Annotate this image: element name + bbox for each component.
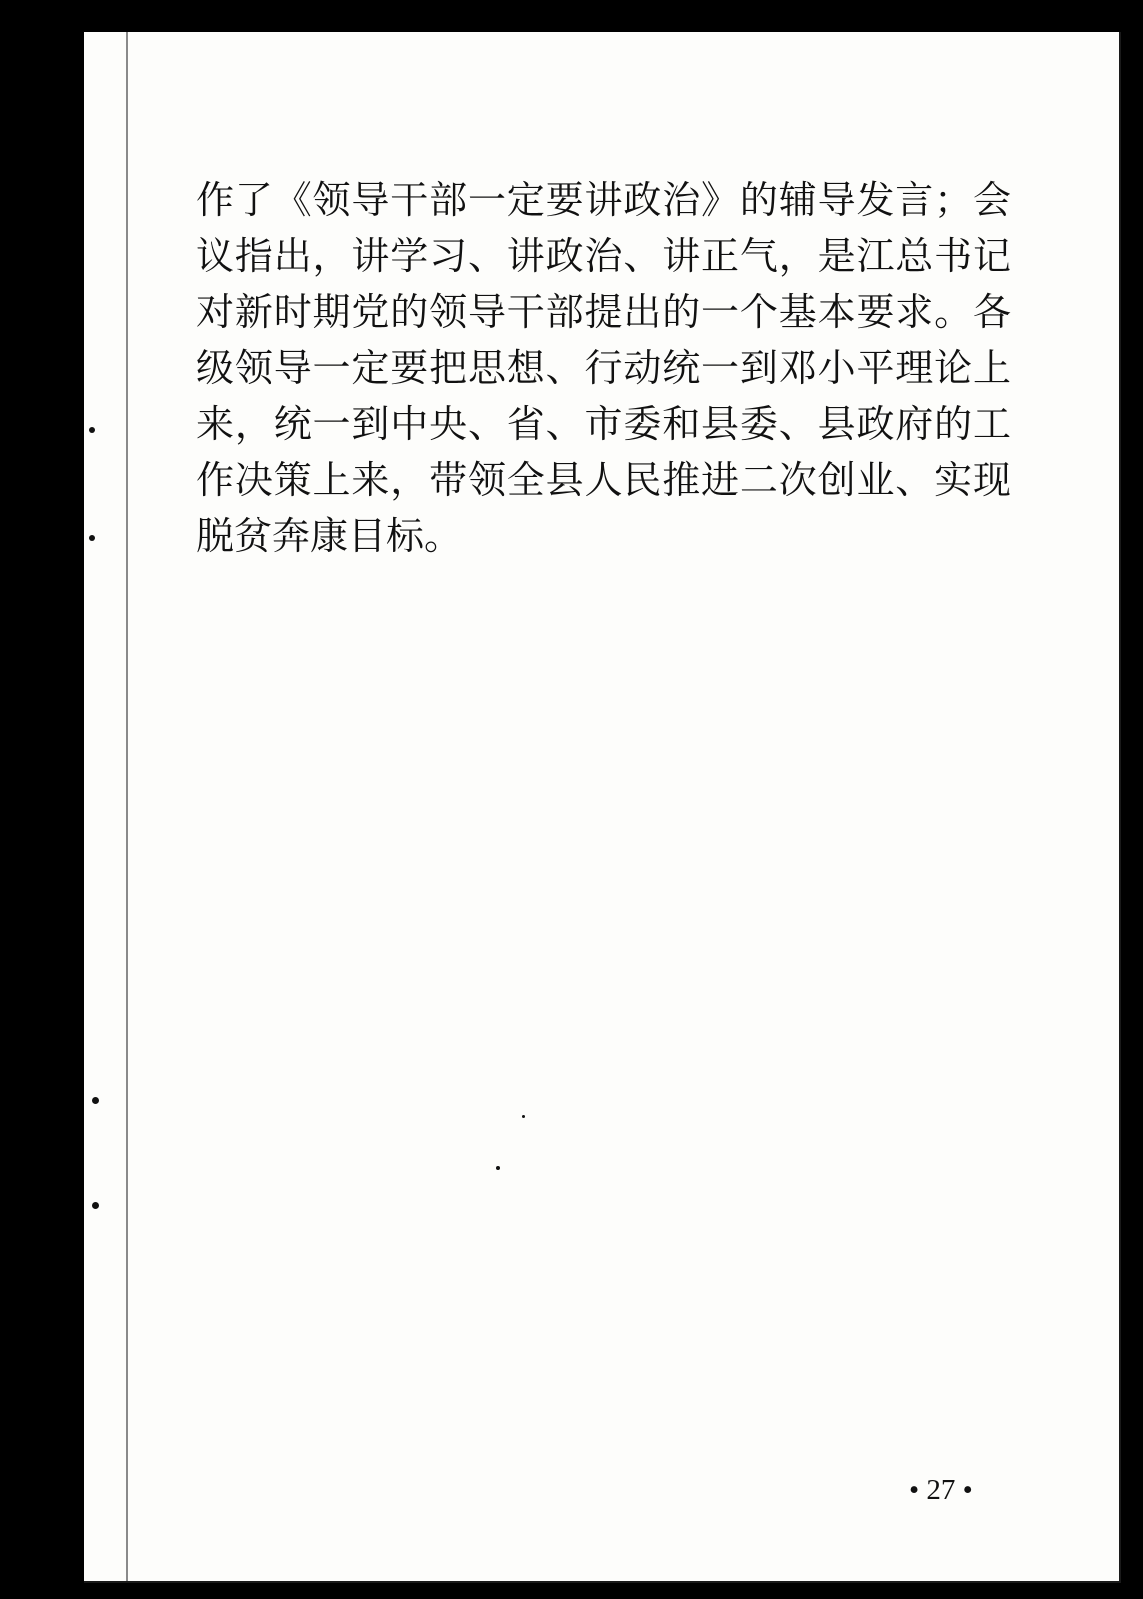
page-edge-right xyxy=(1119,32,1121,1583)
page-edge-bottom xyxy=(84,1581,1121,1583)
body-paragraph: 作了《领导干部一定要讲政治》的辅导发言；会议指出，讲学习、讲政治、讲正气，是江总书记对新时期党的领导干部提出的一个基本要求。各级领导一定要把思想、行动统一到邓小平理论上来，统一到中央、省、市委和县委、县政府的工作决策上来，带领全县人民推进二次创业、实现脱贫奔康目标。 xyxy=(196,178,1011,558)
document-page xyxy=(84,32,1121,1583)
margin-rule xyxy=(126,32,128,1583)
page-number: • 27 • xyxy=(909,1474,973,1506)
